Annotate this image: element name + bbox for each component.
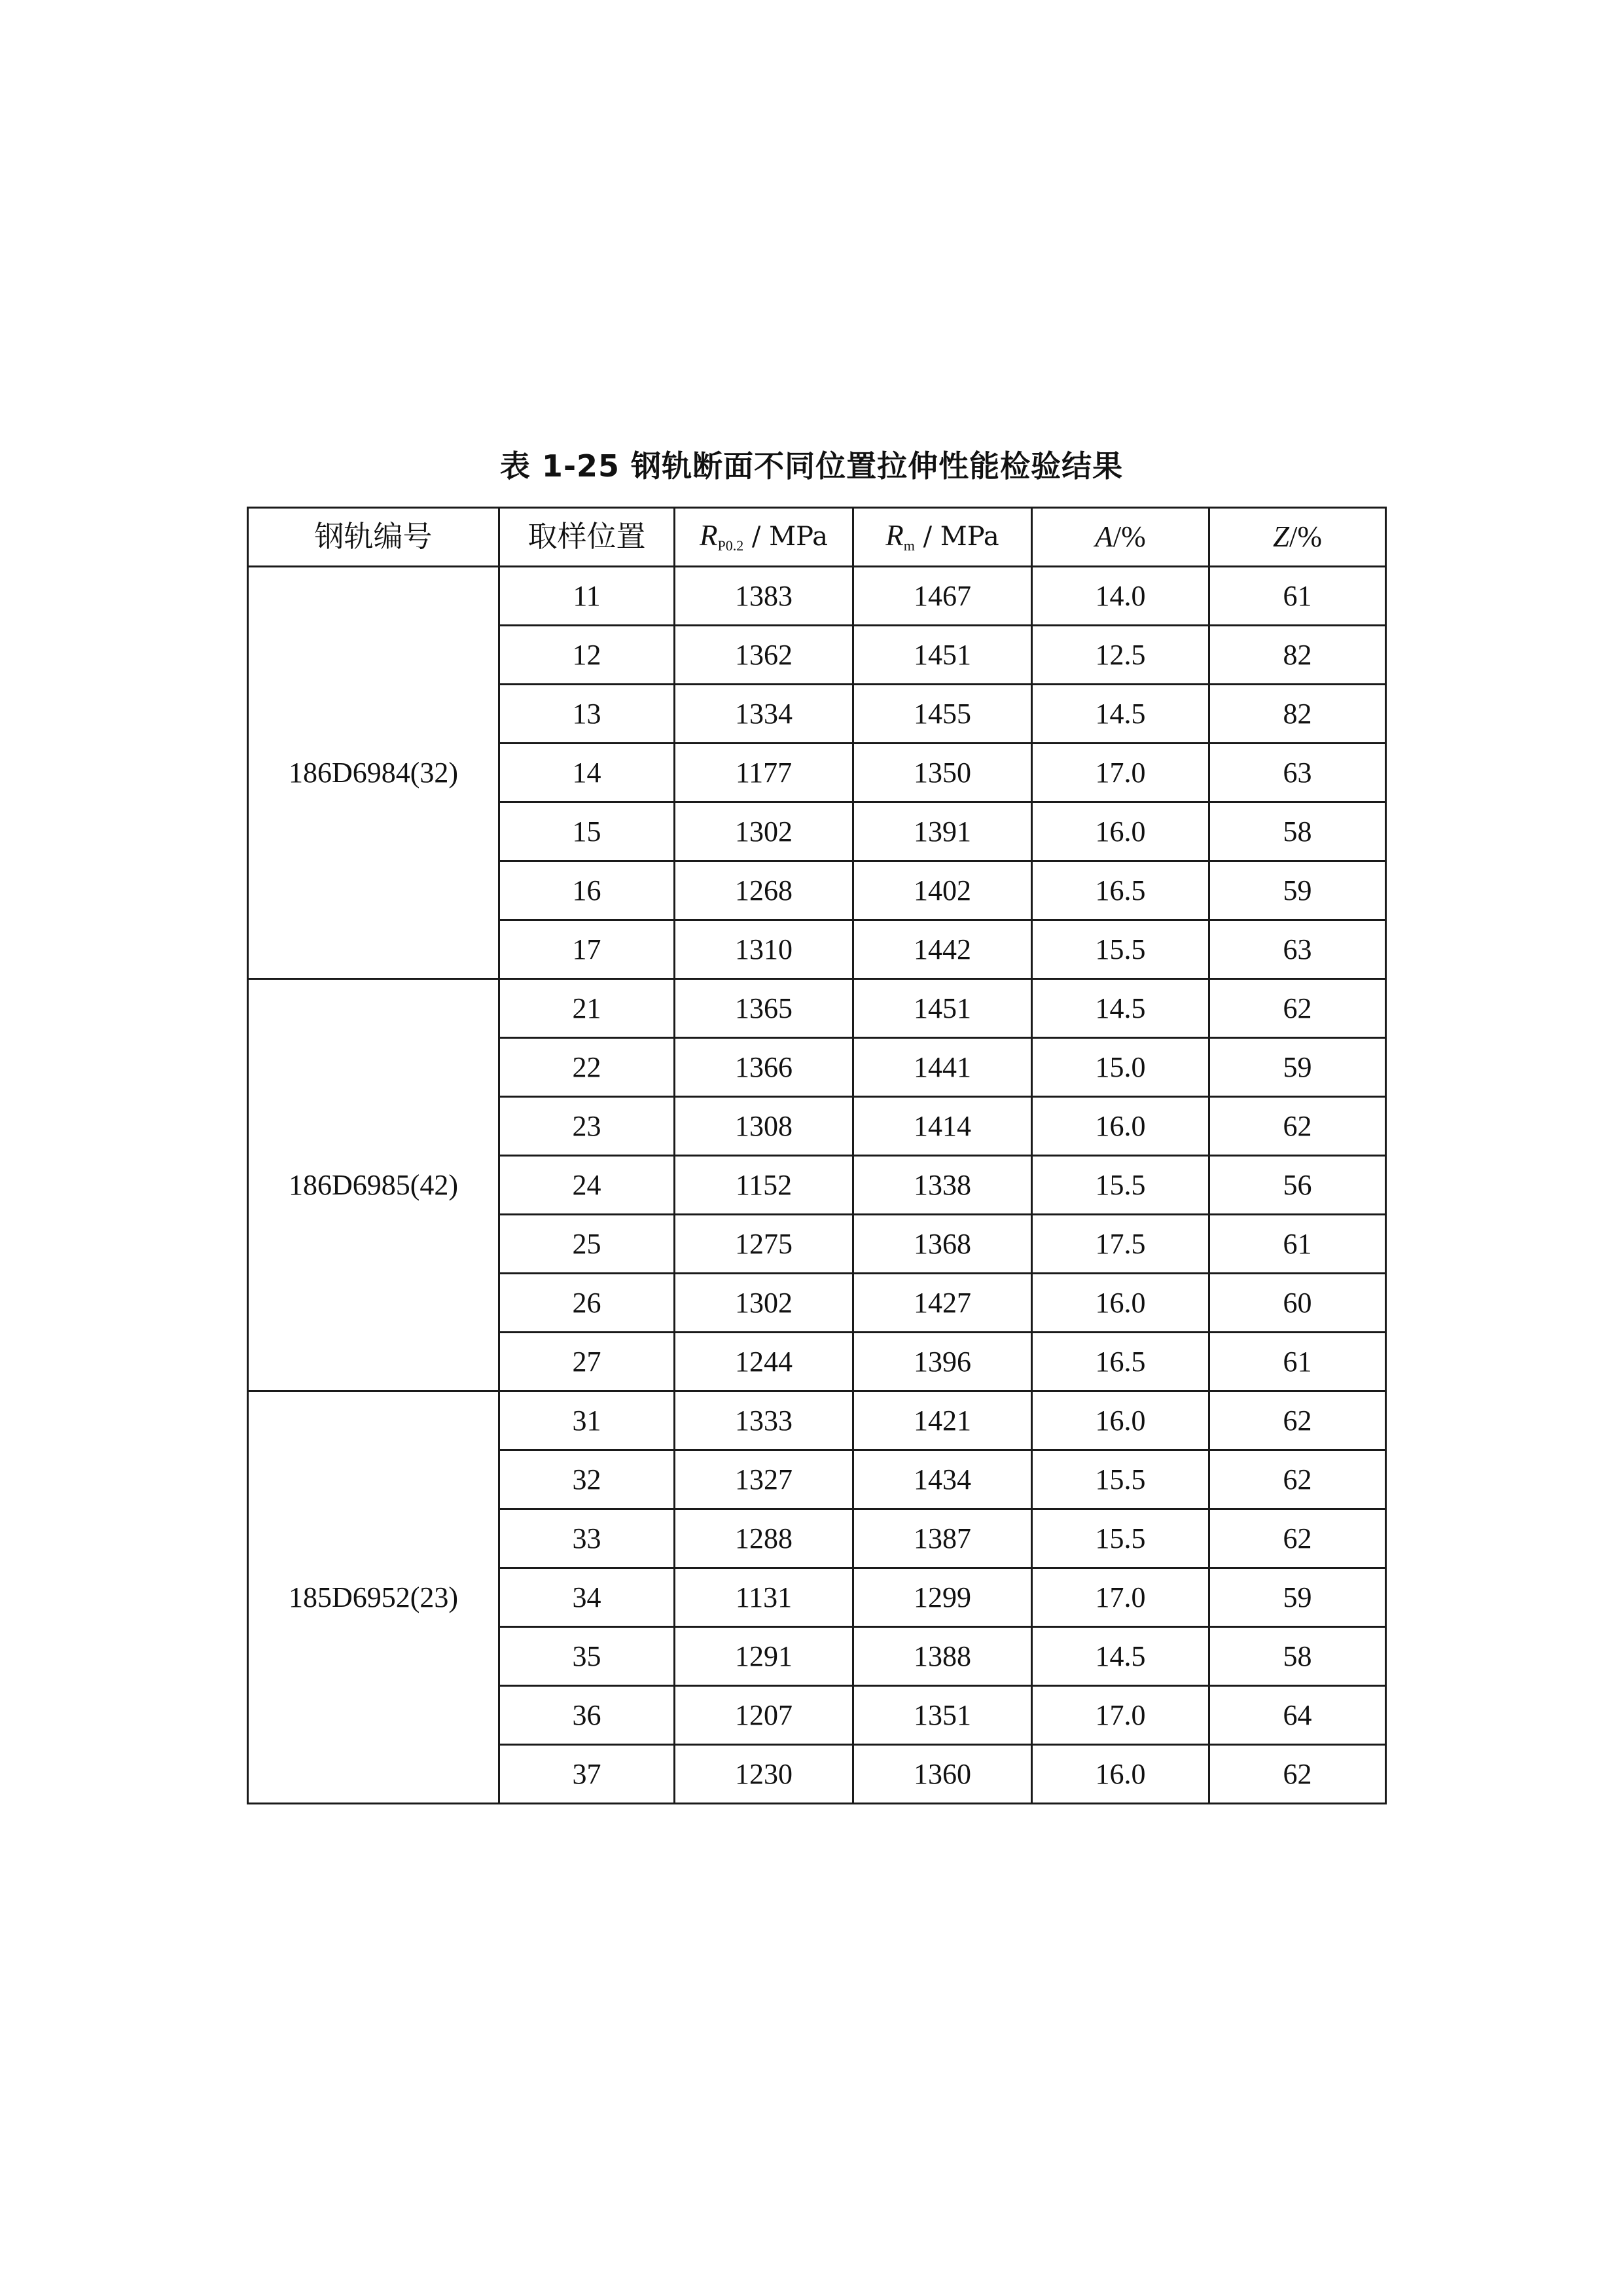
cell-sampling-position: 37 (499, 1745, 675, 1804)
cell-reduction-of-area: 61 (1209, 1215, 1386, 1274)
cell-rp02: 1365 (675, 979, 853, 1038)
cell-sampling-position: 17 (499, 920, 675, 979)
cell-rp02: 1244 (675, 1333, 853, 1391)
cell-sampling-position: 32 (499, 1450, 675, 1509)
cell-rp02: 1327 (675, 1450, 853, 1509)
cell-elongation: 14.5 (1032, 685, 1209, 744)
cell-reduction-of-area: 62 (1209, 1509, 1386, 1568)
cell-elongation: 16.0 (1032, 1391, 1209, 1450)
cell-rp02: 1152 (675, 1156, 853, 1215)
cell-reduction-of-area: 56 (1209, 1156, 1386, 1215)
cell-reduction-of-area: 59 (1209, 1568, 1386, 1627)
cell-reduction-of-area: 64 (1209, 1686, 1386, 1745)
cell-elongation: 14.5 (1032, 979, 1209, 1038)
cell-rm: 1467 (853, 567, 1032, 626)
cell-sampling-position: 36 (499, 1686, 675, 1745)
cell-rm: 1427 (853, 1274, 1032, 1333)
cell-rp02: 1302 (675, 802, 853, 861)
table-row (248, 567, 1386, 626)
rm-subscript: m (903, 537, 915, 554)
table-caption: 表 1-25 钢轨断面不同位置拉伸性能检验结果 (499, 448, 1124, 484)
cell-reduction-of-area: 62 (1209, 1097, 1386, 1156)
cell-reduction-of-area: 61 (1209, 1333, 1386, 1391)
cell-elongation: 15.0 (1032, 1038, 1209, 1097)
cell-sampling-position: 22 (499, 1038, 675, 1097)
cell-elongation: 16.0 (1032, 1745, 1209, 1804)
cell-sampling-position: 21 (499, 979, 675, 1038)
cell-reduction-of-area: 60 (1209, 1274, 1386, 1333)
cell-sampling-position: 11 (499, 567, 675, 626)
cell-sampling-position: 35 (499, 1627, 675, 1686)
cell-rm: 1402 (853, 861, 1032, 920)
cell-rp02: 1310 (675, 920, 853, 979)
cell-rp02: 1333 (675, 1391, 853, 1450)
table-row (248, 979, 1386, 1038)
header-rm (853, 508, 1032, 567)
cell-rm: 1299 (853, 1568, 1032, 1627)
cell-rm: 1396 (853, 1333, 1032, 1391)
z-unit: /% (1289, 520, 1323, 553)
z-symbol: Z (1272, 520, 1290, 553)
cell-rp02: 1288 (675, 1509, 853, 1568)
cell-reduction-of-area: 61 (1209, 567, 1386, 626)
cell-rm: 1388 (853, 1627, 1032, 1686)
cell-rm: 1414 (853, 1097, 1032, 1156)
cell-rm: 1451 (853, 626, 1032, 685)
cell-rm: 1434 (853, 1450, 1032, 1509)
cell-elongation: 17.0 (1032, 1686, 1209, 1745)
rp-symbol: R (699, 519, 718, 552)
cell-rp02: 1230 (675, 1745, 853, 1804)
cell-reduction-of-area: 62 (1209, 1391, 1386, 1450)
cell-rp02: 1362 (675, 626, 853, 685)
cell-rail-id: 185D6952(23) (248, 1391, 499, 1804)
cell-rm: 1451 (853, 979, 1032, 1038)
rm-unit: / MPa (914, 522, 999, 552)
cell-rm: 1441 (853, 1038, 1032, 1097)
cell-sampling-position: 31 (499, 1391, 675, 1450)
cell-reduction-of-area: 63 (1209, 920, 1386, 979)
header-rp02 (675, 508, 853, 567)
cell-sampling-position: 24 (499, 1156, 675, 1215)
cell-sampling-position: 13 (499, 685, 675, 744)
cell-rp02: 1207 (675, 1686, 853, 1745)
cell-rm: 1351 (853, 1686, 1032, 1745)
header-elongation (1032, 508, 1209, 567)
cell-rm: 1350 (853, 744, 1032, 802)
cell-rm: 1442 (853, 920, 1032, 979)
cell-rm: 1368 (853, 1215, 1032, 1274)
cell-elongation: 15.5 (1032, 1156, 1209, 1215)
cell-rm: 1455 (853, 685, 1032, 744)
cell-sampling-position: 16 (499, 861, 675, 920)
cell-elongation: 16.0 (1032, 802, 1209, 861)
cell-elongation: 16.0 (1032, 1274, 1209, 1333)
cell-elongation: 14.5 (1032, 1627, 1209, 1686)
cell-reduction-of-area: 63 (1209, 744, 1386, 802)
tensile-results-table (247, 507, 1387, 1804)
cell-rp02: 1334 (675, 685, 853, 744)
cell-rm: 1391 (853, 802, 1032, 861)
rp-subscript: P0.2 (717, 537, 744, 554)
cell-reduction-of-area: 58 (1209, 802, 1386, 861)
cell-elongation: 14.0 (1032, 567, 1209, 626)
cell-rm: 1387 (853, 1509, 1032, 1568)
cell-sampling-position: 25 (499, 1215, 675, 1274)
cell-sampling-position: 27 (499, 1333, 675, 1391)
cell-rm: 1421 (853, 1391, 1032, 1450)
cell-rm: 1360 (853, 1745, 1032, 1804)
cell-rp02: 1291 (675, 1627, 853, 1686)
cell-elongation: 12.5 (1032, 626, 1209, 685)
cell-rp02: 1308 (675, 1097, 853, 1156)
cell-rp02: 1383 (675, 567, 853, 626)
cell-rm: 1338 (853, 1156, 1032, 1215)
cell-rail-id: 186D6984(32) (248, 567, 499, 979)
cell-rail-id: 186D6985(42) (248, 979, 499, 1391)
header-reduction-of-area (1209, 508, 1386, 567)
cell-rp02: 1366 (675, 1038, 853, 1097)
cell-reduction-of-area: 82 (1209, 685, 1386, 744)
cell-reduction-of-area: 62 (1209, 1745, 1386, 1804)
cell-sampling-position: 33 (499, 1509, 675, 1568)
cell-sampling-position: 34 (499, 1568, 675, 1627)
cell-sampling-position: 26 (499, 1274, 675, 1333)
cell-reduction-of-area: 59 (1209, 861, 1386, 920)
cell-elongation: 17.0 (1032, 1568, 1209, 1627)
cell-elongation: 15.5 (1032, 920, 1209, 979)
header-row (248, 508, 1386, 567)
cell-sampling-position: 23 (499, 1097, 675, 1156)
header-rail-id: 钢轨编号 (248, 508, 499, 567)
cell-rp02: 1177 (675, 744, 853, 802)
header-sampling-position: 取样位置 (499, 508, 675, 567)
cell-elongation: 15.5 (1032, 1450, 1209, 1509)
cell-reduction-of-area: 59 (1209, 1038, 1386, 1097)
cell-elongation: 17.0 (1032, 744, 1209, 802)
a-symbol: A (1095, 520, 1113, 553)
cell-rp02: 1275 (675, 1215, 853, 1274)
cell-elongation: 15.5 (1032, 1509, 1209, 1568)
table-body (248, 567, 1386, 1804)
cell-rp02: 1268 (675, 861, 853, 920)
cell-elongation: 16.5 (1032, 1333, 1209, 1391)
cell-elongation: 16.5 (1032, 861, 1209, 920)
table-row (248, 1391, 1386, 1450)
cell-sampling-position: 15 (499, 802, 675, 861)
cell-reduction-of-area: 62 (1209, 979, 1386, 1038)
rm-symbol: R (885, 519, 904, 552)
cell-reduction-of-area: 58 (1209, 1627, 1386, 1686)
cell-elongation: 17.5 (1032, 1215, 1209, 1274)
rp-unit: / MPa (743, 522, 829, 552)
cell-sampling-position: 14 (499, 744, 675, 802)
cell-reduction-of-area: 62 (1209, 1450, 1386, 1509)
cell-rp02: 1302 (675, 1274, 853, 1333)
a-unit: /% (1113, 520, 1146, 553)
cell-rp02: 1131 (675, 1568, 853, 1627)
cell-elongation: 16.0 (1032, 1097, 1209, 1156)
cell-reduction-of-area: 82 (1209, 626, 1386, 685)
cell-sampling-position: 12 (499, 626, 675, 685)
